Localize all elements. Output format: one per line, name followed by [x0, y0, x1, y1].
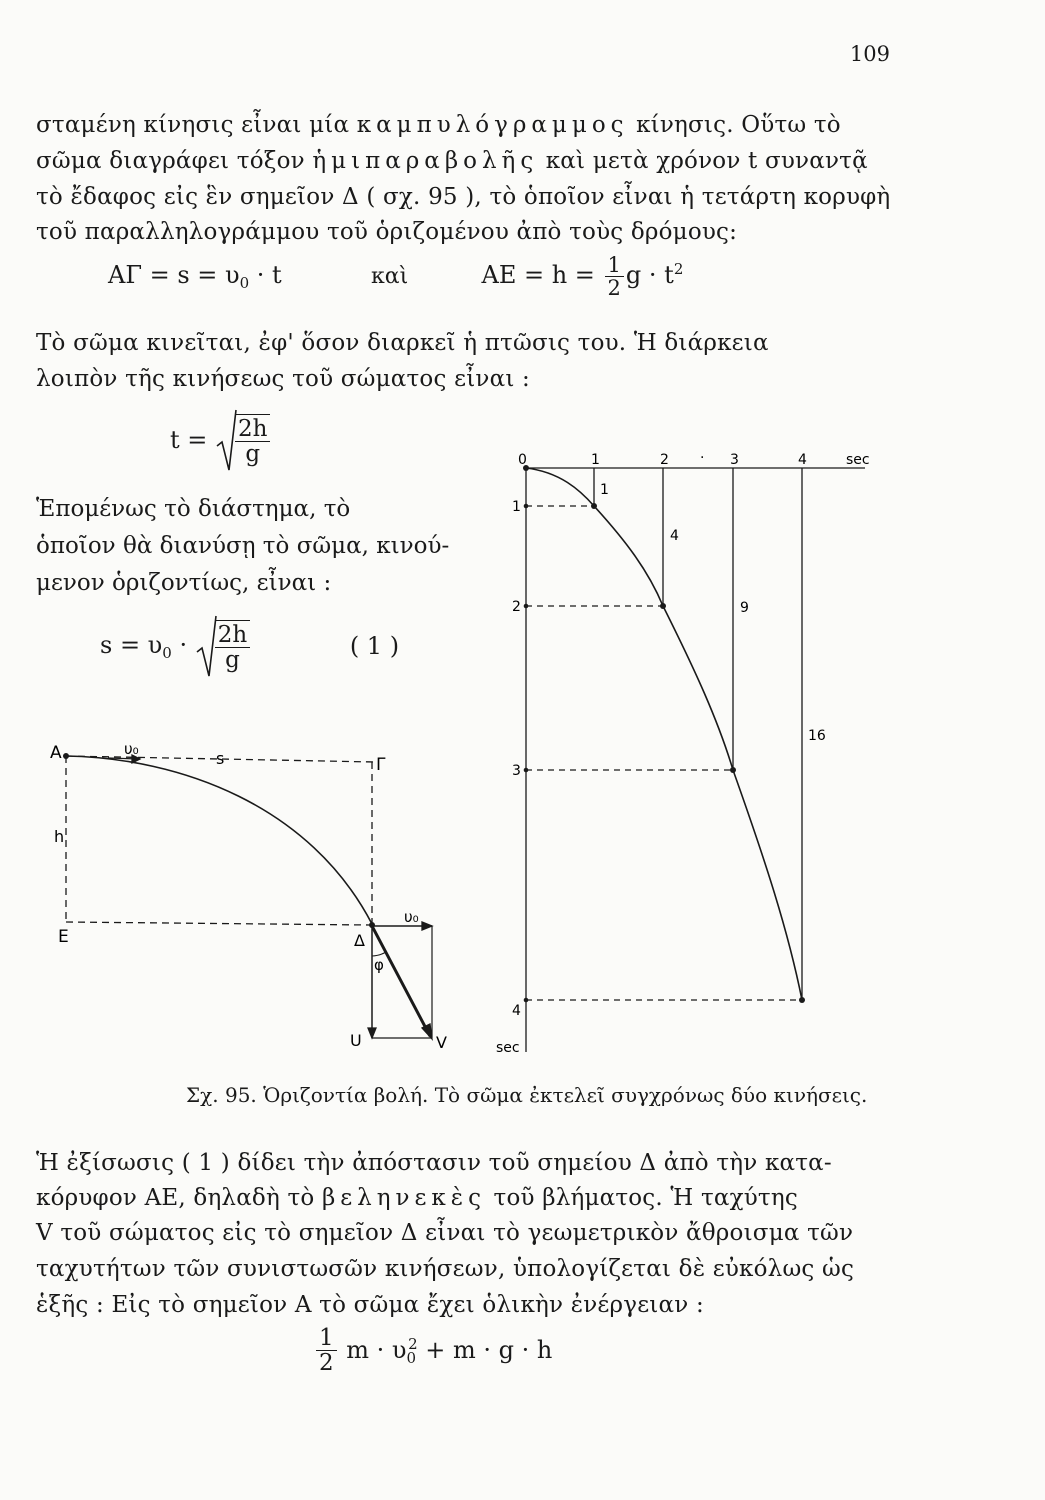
x-tick-3: 3 [730, 452, 739, 468]
trajectory-curve [66, 756, 372, 924]
label-v: V [436, 1033, 447, 1052]
formula-range-height: $A\Gamma = s = \upsilon_0 \cdot t$ καὶ ΑΕ = h = $\frac{1}{2}$ $g \cdot t^2$ [108, 253, 684, 301]
bottom-dashed-line [66, 922, 370, 925]
page-number: 109 [849, 42, 890, 66]
fall-distance-diagram [490, 440, 910, 1060]
point-t1 [591, 503, 597, 509]
label-v0-top: υ₀ [124, 740, 139, 758]
segment-label-16: 16 [808, 728, 826, 744]
label-delta: Δ [354, 931, 365, 950]
text-line-5: Τὸ σῶμα κινεῖται, ἐφ' ὅσον διαρκεῖ ἡ πτῶσις του. Ἡ διάρκεια [36, 330, 769, 356]
segment-label-9: 9 [740, 600, 749, 616]
formula-range: $s = \upsilon_0$ · $\frac{2h}{g}$ ( 1 ) [100, 614, 399, 678]
equation-label: ( 1 ) [349, 632, 400, 660]
projectile-diagram [40, 730, 460, 1070]
label-gamma: Γ [376, 755, 386, 775]
label-s: s [216, 749, 225, 768]
y-tick-3: 3 [512, 763, 521, 779]
fall-curve [526, 468, 802, 1000]
v-vector [372, 926, 430, 1036]
y-tick-2: 2 [512, 599, 521, 615]
x-tick-2: 2 [660, 452, 669, 468]
label-phi: φ [374, 956, 384, 974]
sqrt-symbol [215, 408, 237, 472]
point-t3 [730, 767, 736, 773]
formula-time: t = $\frac{2h}{g}$ [170, 408, 272, 472]
x-tick-1: 1 [591, 452, 600, 468]
text-line-13: ταχυτήτων τῶν συνιστωσῶν κινήσεων, ὑπολογίζεται δὲ εὐκόλως ὡς [36, 1256, 855, 1282]
x-tick-dot: · [700, 450, 705, 466]
y-tick-1: 1 [512, 499, 521, 515]
point-a [63, 753, 69, 759]
text-line-11: κόρυφον ΑΕ, δηλαδὴ τὸ βεληνεκὲς τοῦ βλήματος. Ἡ ταχύτης [36, 1185, 798, 1211]
x-tick-4: 4 [798, 452, 807, 468]
text-line-6: λοιπὸν τῆς κινήσεως τοῦ σώματος εἶναι : [36, 366, 531, 392]
text-line-14: ἑξῆς : Εἰς τὸ σημεῖον Α τὸ σῶμα ἔχει ὁλικὴν ἐνέργειαν : [36, 1292, 704, 1318]
segment-label-1: 1 [600, 482, 609, 498]
text-line-9: μενον ὁριζοντίως, εἶναι : [36, 570, 332, 596]
x-unit: sec [846, 452, 870, 468]
v0-arrowhead [422, 922, 432, 930]
sqrt-symbol-2 [195, 614, 217, 678]
u-arrowhead [368, 1028, 376, 1038]
point-delta [369, 922, 375, 928]
label-v0-right: υ₀ [404, 908, 419, 926]
label-u: U [350, 1031, 362, 1050]
point-t2 [660, 603, 666, 609]
figure-caption: Σχ. 95. Ὁριζοντία βολή. Τὸ σῶμα ἐκτελεῖ συγχρόνως δύο κινήσεις. [186, 1083, 868, 1107]
text-line-7: Ἑπομένως τὸ διάστημα, τὸ [36, 496, 351, 522]
text-line-4: τοῦ παραλληλογράμμου τοῦ ὁριζομένου ἀπὸ τοὺς δρόμους: [36, 219, 738, 245]
y-unit: sec [496, 1040, 520, 1056]
segment-label-4: 4 [670, 528, 679, 544]
text-line-12: V τοῦ σώματος εἰς τὸ σημεῖον Δ εἶναι τὸ γεωμετρικὸν ἄθροισμα τῶν [36, 1220, 854, 1246]
text-line-2: σῶμα διαγράφει τόξον ἡμιπαραβολῆς καὶ μετὰ χρόνον t συναντᾷ [36, 148, 868, 174]
text-line-10: Ἡ ἐξίσωσις ( 1 ) δίδει τὴν ἀπόστασιν τοῦ σημείου Δ ἀπὸ τὴν κατα- [36, 1150, 832, 1176]
text-line-1: σταμένη κίνησις εἶναι μία καμπυλόγραμμος κίνησις. Οὕτω τὸ [36, 112, 841, 138]
label-h: h [54, 827, 65, 846]
formula-energy: $\frac{1}{2}$ $m \cdot \upsilon_0^2 + m \cdot g \cdot h$ [314, 1326, 552, 1375]
label-e: E [58, 927, 69, 947]
label-a: A [50, 743, 62, 763]
y-tick-4: 4 [512, 1003, 521, 1019]
text-line-8: ὁποῖον θὰ διανύσῃ τὸ σῶμα, κινού- [36, 533, 450, 559]
x-tick-0: 0 [518, 452, 527, 468]
text-line-3: τὸ ἔδαφος εἰς ἓν σημεῖον Δ ( σχ. 95 ), τὸ ὁποῖον εἶναι ἡ τετάρτη κορυφὴ [36, 184, 891, 210]
point-t4 [799, 997, 805, 1003]
